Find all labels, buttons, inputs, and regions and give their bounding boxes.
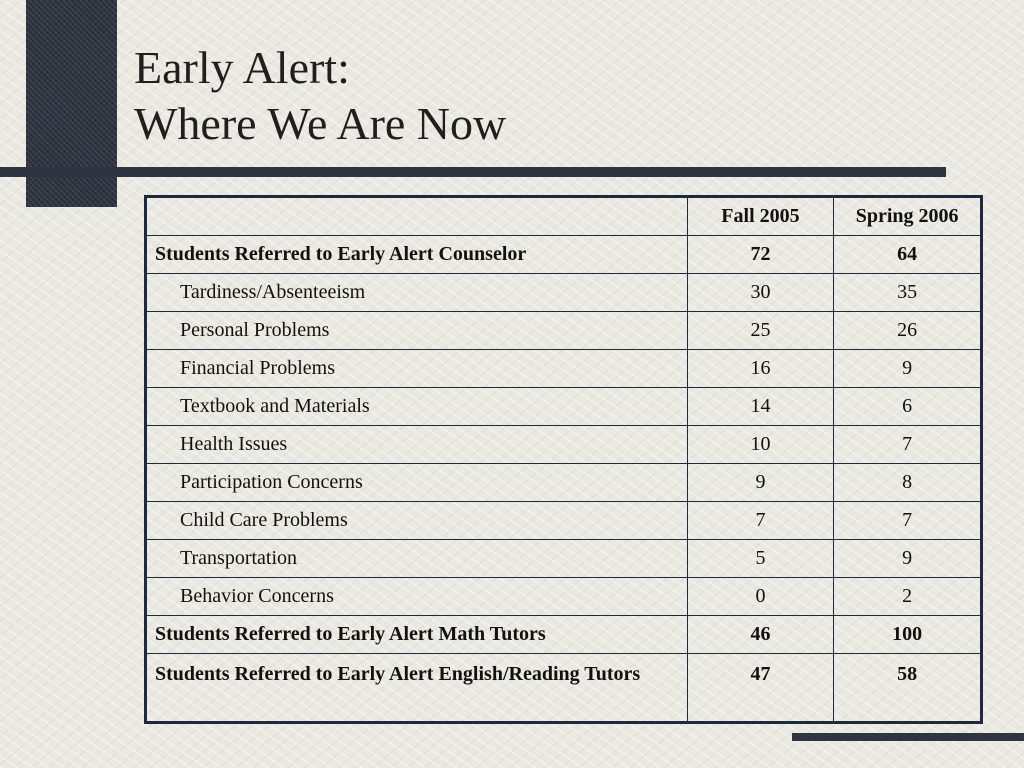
spring-value: 35 [834,274,982,312]
spring-value: 6 [834,388,982,426]
table-header-row [146,197,982,236]
fall-value: 10 [687,426,834,464]
row-label: Participation Concerns [146,464,688,502]
header-empty-cell [146,197,688,236]
row-label: Textbook and Materials [146,388,688,426]
table-row [146,578,982,616]
table-row [146,274,982,312]
spring-value: 64 [834,236,982,274]
slide-title-line-1: Early Alert: [134,42,350,93]
header-fall-2005: Fall 2005 [687,197,834,236]
slide-title-line-2: Where We Are Now [134,98,507,149]
fall-value: 7 [687,502,834,540]
fall-value: 25 [687,312,834,350]
referral-data-table [144,195,983,724]
fall-value: 47 [687,654,834,723]
spring-value: 9 [834,350,982,388]
spring-value: 7 [834,502,982,540]
table-row [146,426,982,464]
table-row [146,312,982,350]
row-label: Personal Problems [146,312,688,350]
table-row [146,464,982,502]
row-label: Students Referred to Early Alert Math Tutors [146,616,688,654]
row-label: Students Referred to Early Alert English/Reading Tutors [146,654,688,723]
slide-title [134,40,506,152]
table-row [146,388,982,426]
table-row [146,654,982,723]
spring-value: 100 [834,616,982,654]
spring-value: 26 [834,312,982,350]
row-label: Tardiness/Absenteeism [146,274,688,312]
title-divider-rule [0,167,946,177]
spring-value: 2 [834,578,982,616]
fall-value: 46 [687,616,834,654]
spring-value: 8 [834,464,982,502]
fall-value: 9 [687,464,834,502]
table-row [146,236,982,274]
row-label: Financial Problems [146,350,688,388]
spring-value: 7 [834,426,982,464]
fall-value: 5 [687,540,834,578]
header-spring-2006: Spring 2006 [834,197,982,236]
fall-value: 72 [687,236,834,274]
spring-value: 58 [834,654,982,723]
table-row [146,350,982,388]
table-row [146,540,982,578]
row-label: Behavior Concerns [146,578,688,616]
row-label: Health Issues [146,426,688,464]
row-label: Students Referred to Early Alert Counselor [146,236,688,274]
fall-value: 30 [687,274,834,312]
row-label: Transportation [146,540,688,578]
table-row [146,502,982,540]
row-label: Child Care Problems [146,502,688,540]
fall-value: 14 [687,388,834,426]
table-row [146,616,982,654]
bottom-divider-rule [792,733,1024,741]
fall-value: 16 [687,350,834,388]
fall-value: 0 [687,578,834,616]
spring-value: 9 [834,540,982,578]
